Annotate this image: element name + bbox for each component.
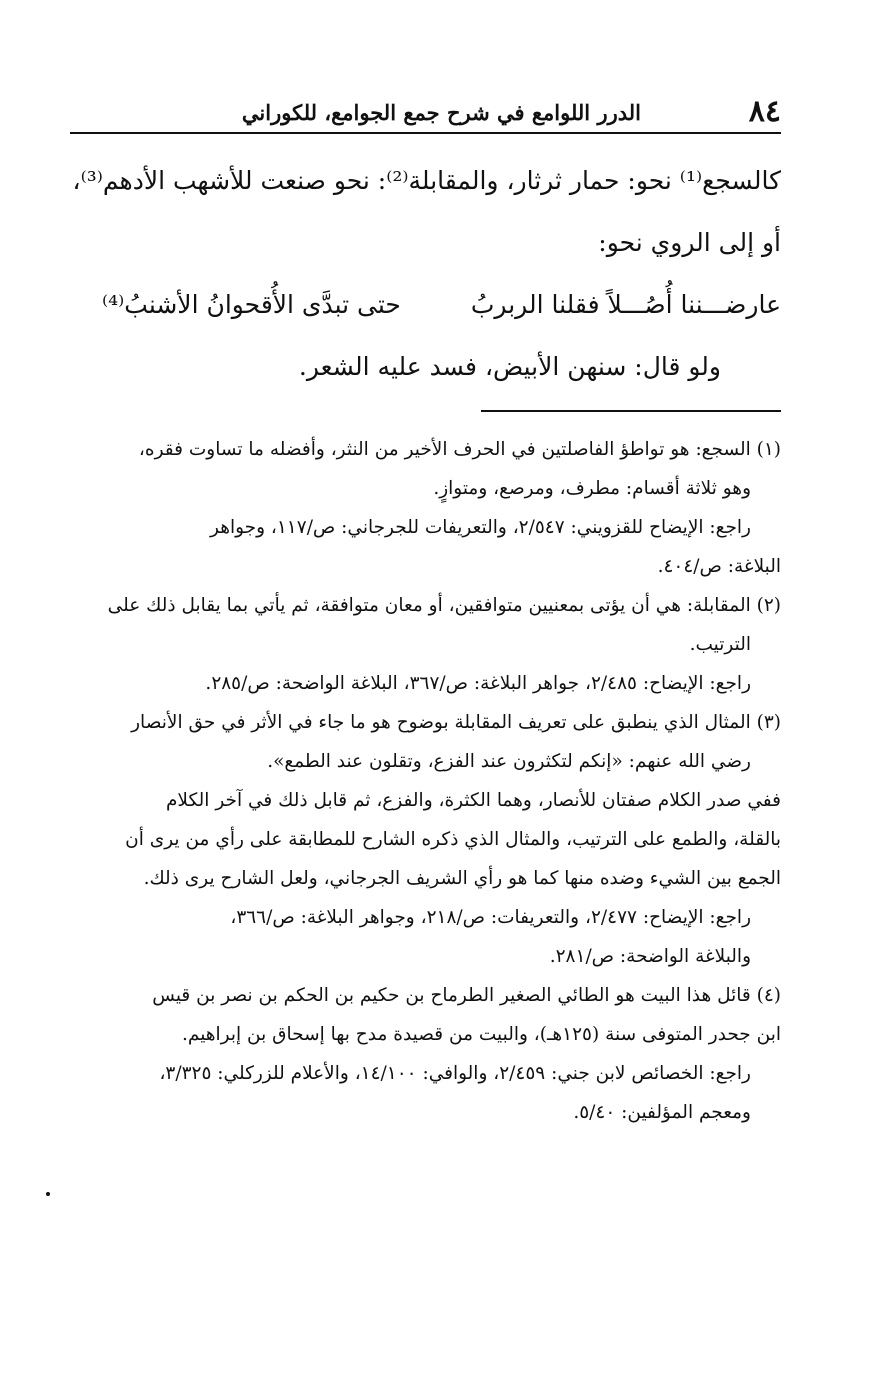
footnote-text-line: (١) السجع: هو تواطؤ الفاصلتين في الحرف الأخير من النثر، وأفضله ما تساوت فقره،: [138, 439, 781, 460]
footnote-2: [70, 586, 781, 703]
footnote-text-line: (٤) قائل هذا البيت هو الطائي الصغير الطرماح بن حكيم بن الحكم بن نصر بن قيس: [152, 985, 781, 1006]
footnote-body-line: بالقلة، والطمع على الترتيب، والمثال الذي ذكره الشارح للمطابقة على رأي من يرى أن: [125, 829, 781, 850]
footnote-separator: [481, 410, 781, 412]
main-line-4: ولو قال: سنهن الأبيض، فسد عليه الشعر.: [298, 352, 721, 381]
scan-speck: [46, 1192, 50, 1196]
footnote-body-line: ففي صدر الكلام صفتان للأنصار، وهما الكثرة، والفزع، ثم قابل ذلك في آخر الكلام: [165, 790, 781, 811]
main-line-1: كالسجع⁽¹⁾ نحو: حمار ثرثار، والمقابلة⁽²⁾: نحو صنعت للأشهب الأدهم⁽³⁾،: [72, 166, 781, 195]
footnote-text-line: وهو ثلاثة أقسام: مطرف، ومرصع، ومتوازٍ.: [433, 478, 751, 499]
footnote-reference-line: راجع: الخصائص لابن جني: ٢/٤٥٩، والوافي: ١٤/١٠٠، والأعلام للزركلي: ٣/٣٢٥،: [159, 1063, 751, 1084]
poetry-verse: [70, 274, 781, 336]
footnote-body-line: الجمع بين الشيء وضده منها كما هو رأي الشريف الجرجاني، ولعل الشارح يرى ذلك.: [143, 868, 781, 889]
footnote-reference-line: راجع: الإيضاح: ٢/٤٧٧، والتعريفات: ص/٢١٨، وجواهر البلاغة: ص/٣٦٦،: [230, 907, 751, 928]
footnotes: [70, 430, 781, 1132]
footnote-text-line: (٣) المثال الذي ينطبق على تعريف المقابلة بوضوح هو ما جاء في الأثر في حق الأنصار: [131, 712, 781, 733]
page-number: ٨٤: [748, 94, 781, 129]
footnote-4: [70, 976, 781, 1132]
footnote-reference-line: راجع: الإيضاح للقزويني: ٢/٥٤٧، والتعريفات للجرجاني: ص/١١٧، وجواهر: [209, 517, 751, 538]
running-title: الدرر اللوامع في شرح جمع الجوامع، للكوراني: [241, 100, 641, 125]
footnote-text-line: (٢) المقابلة: هي أن يؤتى بمعنيين متوافقين، أو معان متوافقة، ثم يأتي بما يقابل ذلك على: [107, 595, 781, 616]
footnote-reference-line: ومعجم المؤلفين: ٥/٤٠.: [573, 1102, 751, 1123]
main-text: [70, 150, 781, 398]
footnote-text-line: الترتيب.: [689, 634, 751, 655]
footnote-1: [70, 430, 781, 586]
main-line-2: أو إلى الروي نحو:: [598, 228, 781, 257]
footnote-text-line: ابن جحدر المتوفى سنة (١٢٥هـ)، والبيت من قصيدة مدح بها إسحاق بن إبراهيم.: [182, 1024, 781, 1045]
verse-first-hemistich: عارضـــننا أُصُـــلاً فقلنا الربربُ: [470, 290, 781, 319]
footnote-text-line: رضي الله عنهم: «إنكم لتكثرون عند الفزع، وتقلون عند الطمع».: [267, 751, 751, 772]
footnote-reference-line: راجع: الإيضاح: ٢/٤٨٥، جواهر البلاغة: ص/٣٦٧، البلاغة الواضحة: ص/٢٨٥.: [205, 673, 751, 694]
verse-second-hemistich: حتى تبدَّى الأُقحوانُ الأشنبُ⁽⁴⁾: [101, 290, 401, 319]
footnote-reference-line: البلاغة: ص/٤٠٤.: [657, 556, 781, 577]
footnote-3: [70, 703, 781, 976]
page-header: [70, 92, 781, 134]
footnote-reference-line: والبلاغة الواضحة: ص/٢٨١.: [549, 946, 751, 967]
